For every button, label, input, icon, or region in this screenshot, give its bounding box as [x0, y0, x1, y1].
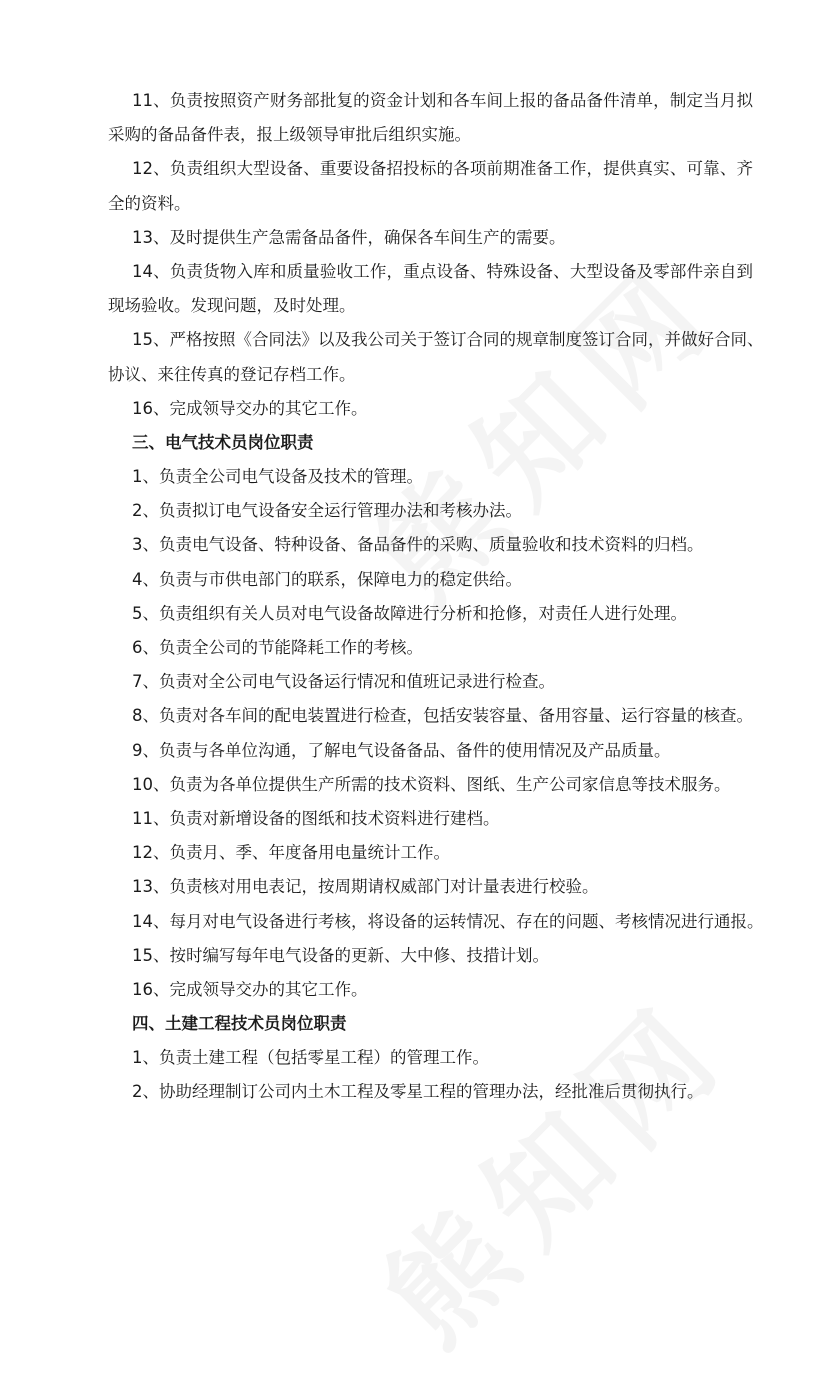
list-item: 1、负责土建工程（包括零星工程）的管理工作。: [132, 1048, 489, 1068]
list-item: 1、负责全公司电气设备及技术的管理。: [132, 467, 423, 487]
paragraph-line: 15、严格按照《合同法》以及我公司关于签订合同的规章制度签订合同，并做好合同、: [132, 330, 764, 350]
paragraph-line: 采购的备品备件表，报上级领导审批后组织实施。: [108, 125, 471, 145]
list-item: 16、完成领导交办的其它工作。: [132, 979, 368, 999]
list-item: 13、负责核对用电表记，按周期请权威部门对计量表进行校验。: [132, 877, 599, 897]
list-item: 11、负责对新增设备的图纸和技术资料进行建档。: [132, 808, 500, 828]
list-item: 2、协助经理制订公司内土木工程及零星工程的管理办法，经批准后贯彻执行。: [132, 1082, 704, 1102]
paragraph-line: 现场验收。发现问题，及时处理。: [108, 296, 356, 316]
section-heading: 三、电气技术员岗位职责: [132, 432, 314, 452]
list-item: 4、负责与市供电部门的联系，保障电力的稳定供给。: [132, 569, 522, 589]
section-heading: 四、土建工程技术员岗位职责: [132, 1014, 347, 1034]
list-item: 2、负责拟订电气设备安全运行管理办法和考核办法。: [132, 501, 522, 521]
list-item: 6、负责全公司的节能降耗工作的考核。: [132, 638, 423, 657]
list-item: 5、负责组织有关人员对电气设备故障进行分析和抢修，对责任人进行处理。: [132, 603, 687, 623]
paragraph-line: 16、完成领导交办的其它工作。: [132, 398, 368, 418]
document-body: [108, 84, 764, 1110]
paragraph-line: 11、负责按照资产财务部批复的资金计划和各车间上报的备品备件清单，制定当月拟: [132, 91, 753, 110]
paragraph-line: 13、及时提供生产急需备品备件，确保各车间生产的需要。: [132, 227, 566, 247]
list-item: 8、负责对各车间的配电装置进行检查，包括安装容量、备用容量、运行容量的核查。: [132, 706, 753, 726]
list-item: 12、负责月、季、年度备用电量统计工作。: [132, 843, 450, 863]
list-item: 7、负责对全公司电气设备运行情况和值班记录进行检查。: [132, 672, 555, 692]
list-item: 14、每月对电气设备进行考核，将设备的运转情况、存在的问题、考核情况进行通报。: [132, 911, 764, 931]
paragraph-line: 14、负责货物入库和质量验收工作，重点设备、特殊设备、大型设备及零部件亲自到: [132, 261, 753, 281]
paragraph-line: 全的资料。: [108, 193, 191, 213]
list-item: 15、按时编写每年电气设备的更新、大中修、技措计划。: [132, 945, 549, 965]
list-item: 9、负责与各单位沟通，了解电气设备备品、备件的使用情况及产品质量。: [132, 740, 671, 760]
list-item: 10、负责为各单位提供生产所需的技术资料、图纸、生产公司家信息等技术服务。: [132, 774, 731, 794]
list-item: 3、负责电气设备、特种设备、备品备件的采购、质量验收和技术资料的归档。: [132, 535, 704, 555]
paragraph-line: 协议、来往传真的登记存档工作。: [108, 364, 356, 384]
paragraph-line: 12、负责组织大型设备、重要设备招投标的各项前期准备工作，提供真实、可靠、齐: [132, 159, 753, 179]
